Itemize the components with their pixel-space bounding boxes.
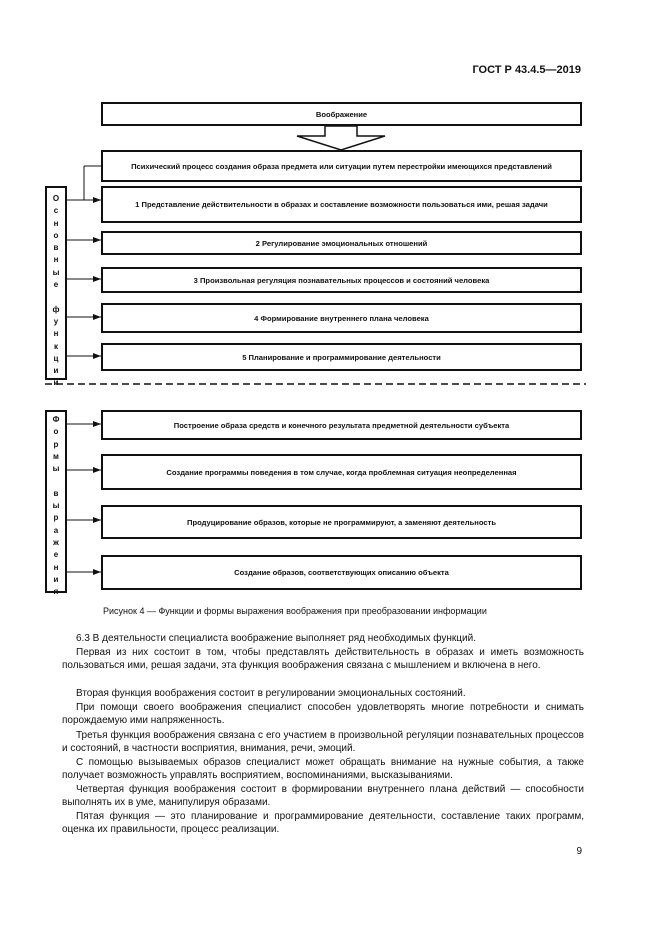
arrow-head-icon: [93, 237, 101, 243]
paragraph-5: Третья функция воображения связана с его участием в произвольной регуляции познавательных процессов и состояний, в частности восприятия, внимания, речи, эмоций.: [62, 730, 584, 755]
form-box-3: Продуцирование образов, которые не программируют, а заменяют деятельность: [101, 505, 582, 539]
arrow-head-icon: [93, 569, 101, 575]
forms-label: Ф о р м ы в ы р а ж е н и я: [52, 415, 60, 597]
paragraph-3: Вторая функция воображения состоит в регулировании эмоциональных состояний.: [76, 688, 466, 699]
function-box-5: 5 Планирование и программирование деятельности: [101, 343, 582, 371]
definition-box: Психический процесс создания образа предмета или ситуации путем перестройки имеющихся представлений: [101, 150, 582, 182]
document-id: ГОСТ Р 43.4.5—2019: [472, 64, 581, 76]
figure-caption: Рисунок 4 — Функции и формы выражения воображения при преобразовании информации: [103, 606, 487, 616]
arrow-head-icon: [93, 276, 101, 282]
function-box-1: 1 Представление действительности в образах и составление возможности пользоваться ими, решая задачи: [101, 186, 582, 223]
function-box-2: 2 Регулирование эмоциональных отношений: [101, 231, 582, 255]
paragraph-4: При помощи своего воображения специалист способен удовлетворять многие потребности и снимать порождаемую ими напряженность.: [62, 702, 584, 727]
arrow-head-icon: [93, 353, 101, 359]
paragraph-7: Четвертая функция воображения состоит в формировании внутреннего плана действий — способности выполнять их в уме, манипулируя образами.: [62, 784, 584, 809]
arrow-head-icon: [93, 421, 101, 427]
paragraph-6: С помощью вызываемых образов специалист может обращать внимание на нужные события, а также получает возможность управлять восприятием, воспоминаниями, высказываниями.: [62, 757, 584, 782]
paragraph-2: Первая из них состоит в том, чтобы представлять действительность в образах и иметь возможность пользоваться ими, решая задачи, эта функция воображения связана с мышлением и включена в него.: [62, 647, 584, 672]
page-number: 9: [576, 846, 582, 857]
arrow-head-icon: [93, 467, 101, 473]
function-box-3: 3 Произвольная регуляция познавательных процессов и состояний человека: [101, 267, 582, 293]
form-box-2: Создание программы поведения в том случае, когда проблемная ситуация неопределенная: [101, 454, 582, 490]
arrow-head-icon: [93, 197, 101, 203]
form-box-4: Создание образов, соответствующих описанию объекта: [101, 555, 582, 590]
functions-label: О с н о в н ы е ф у н к ц и и: [52, 194, 60, 388]
form-box-1: Построение образа средств и конечного результата предметной деятельности субъекта: [101, 410, 582, 440]
arrow-head-icon: [93, 314, 101, 320]
function-box-4: 4 Формирование внутреннего плана человека: [101, 303, 582, 333]
down-arrow-icon: [297, 126, 385, 150]
imagination-box: Воображение: [101, 102, 582, 126]
paragraph-8: Пятая функция — это планирование и программирование деятельности, составление таких программ, оценка их правильности, процесс реализации.: [62, 811, 584, 836]
arrow-head-icon: [93, 517, 101, 523]
paragraph-1: 6.3 В деятельности специалиста воображение выполняет ряд необходимых функций.: [76, 633, 476, 644]
